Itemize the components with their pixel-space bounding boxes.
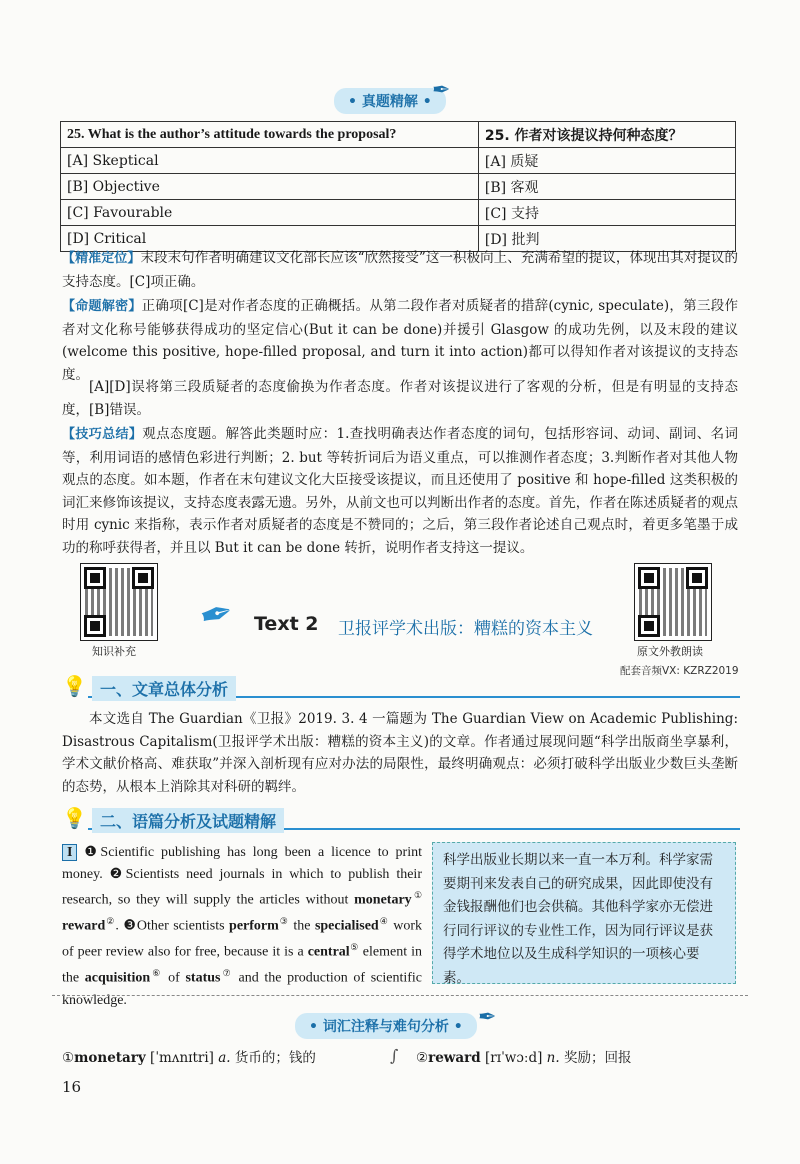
sentence-3: ❸Other scientists [123, 918, 225, 934]
quill-pen-icon: ✒ [432, 78, 451, 103]
section-pill-header: • 真题精解 • [334, 88, 446, 114]
section1-title: 一、文章总体分析 [92, 676, 236, 701]
section2-title: 二、语篇分析及试题精解 [92, 808, 284, 833]
vocab-status: status [185, 971, 221, 987]
audio-note: 配套音频VX: KZRZ2019 [620, 665, 739, 677]
option-d-en: [D] Critical [61, 226, 479, 252]
vocab-central: central [307, 944, 350, 960]
vocab-pill: • 词汇注释与难句分析 • [295, 1013, 477, 1039]
wrong-options-paragraph: [A][D]误将第三段质疑者的态度偷换为作者态度。作者对该提议进行了客观的分析，但是有明显的支持态度，[B]错误。 [62, 379, 738, 418]
vocab-specialised: specialised [314, 918, 379, 934]
precise-paragraph [62, 247, 738, 293]
vocab-entry-1: ①monetary [ˈmʌnɪtri] a. 货币的；钱的 [62, 1050, 316, 1066]
option-c-zh: [C] 支持 [478, 200, 735, 226]
passage-paragraph-1: I ❶Scientific publishing has long been a licence to print money. ❷Scientists need journals in which to publish their research, so they will supply the articles without monetary① reward②. ❸Other scientists perform③ the specialised④ work of peer review also for free, because it is a central⑤ element in the acquisition⑥ of status⑦ and the production of scientific knowledge. [62, 845, 423, 1008]
qr-code-right[interactable] [634, 563, 712, 641]
divider [52, 995, 748, 996]
page-number: 16 [62, 1078, 82, 1096]
precise-tag: 【精准定位】 [62, 251, 141, 266]
vocab-acquisition: acquisition [84, 971, 151, 987]
qr-code-left[interactable] [80, 563, 158, 641]
vocab-monetary: monetary [354, 892, 412, 908]
section1-text: 本文选自 The Guardian《卫报》2019. 3. 4 一篇题为 The Guardian View on Academic Publishing: Disastrous Capitalism(卫报评学术出版：糟糕的资本主义)的文章。作者通过展现问题“科学出版商坐享暴利，学术文献价格高、难获取”并深入剖析现有应对办法的局限性，最终明确观点：必须打破科学出版业少数巨头垄断的态势，从根本上消除其对科研的羁绊。 [62, 711, 738, 795]
vocab-reward: reward [62, 918, 106, 934]
option-a-zh: [A] 质疑 [478, 148, 735, 174]
qr-left-label: 知识补充 [92, 645, 136, 658]
vocab-perform: perform [229, 918, 279, 934]
option-a-en: [A] Skeptical [61, 148, 479, 174]
option-b-zh: [B] 客观 [478, 174, 735, 200]
skill-paragraph [62, 423, 738, 559]
qr-right-label: 原文外教朗读 [637, 645, 703, 658]
option-d-zh: [D] 批判 [478, 226, 735, 252]
sentence-2: ❷Scientists need journals in which to publish their research, so they will supply the articles without [62, 866, 422, 908]
paragraph-number-badge: I [62, 844, 77, 861]
skill-text: 观点态度题。解答此类题时应：1.查找明确表达作者态度的词句，包括形容词、动词、副词、名词等，利用词语的感情色彩进行判断；2. but 等转折词后为语义重点，可以推测作者态度；3.判断作者对其他人物观点的态度。如本题，作者在末句建议文化大臣接受该提议，而且还使用了 positive 和 hope-filled 这类积极的词汇来修饰该提议，支持态度表露无遗。另外，从前文也可以判断出作者的态度。首先，作者在陈述质疑者的观点时用 cynic 来指称，表示作者对质疑者的态度是不赞同的；之后，第三段作者论述自己观点时，着更多笔墨于成功的称呼获得者，并且以 But it can be done 转折，说明作者支持这一提议。 [62, 426, 738, 556]
precise-text: 末段末句作者明确建议文化部长应该“欣然接受”这一积极向上、充满希望的提议，体现出其对提议的支持态度。[C]项正确。 [62, 250, 738, 290]
option-c-en: [C] Favourable [61, 200, 479, 226]
section1-heading [60, 676, 740, 700]
translation-box: 科学出版业长期以来一直一本万利。科学家需要期刊来发表自己的研究成果，因此即使没有金钱报酬他们也会供稿。其他科学家亦无偿进行同行评议的专业性工作，因为同行评议是获得学术地位以及生成科学知识的一项核心要素。 [432, 842, 736, 984]
skill-tag: 【技巧总结】 [62, 427, 143, 442]
sentence-1: ❶Scientific publishing has long been a licence to print money. [62, 845, 423, 882]
lightbulb-icon: 💡 [62, 674, 87, 698]
lightbulb-icon: 💡 [62, 806, 87, 830]
binding-ring-icon: ∫ [390, 1046, 399, 1065]
intent-text: 正确项[C]是对作者态度的正确概括。从第二段作者对质疑者的措辞(cynic, speculate)，第三段作者对文化称号能够获得成功的坚定信心(But it can be done)并援引 Glasgow 的成功先例，以及末段的建议(welcome this positive, hope-filled proposal, and turn it into action)都可以得知作者对该提议的支持态度。 [62, 298, 738, 383]
text2-label: Text 2 [254, 613, 319, 635]
question-table [60, 121, 736, 252]
text2-title: 卫报评学术出版：糟糕的资本主义 [338, 619, 593, 639]
quill-pen-icon: ✒ [194, 588, 239, 642]
question-zh: 25. 作者对该提议持何种态度？ [478, 122, 735, 148]
section2-heading [60, 808, 740, 832]
quill-pen-icon: ✒ [478, 1005, 497, 1030]
intent-paragraph [62, 295, 738, 386]
intent-tag: 【命题解密】 [62, 299, 142, 314]
option-b-en: [B] Objective [61, 174, 479, 200]
vocab-entry-2: ②reward [rɪˈwɔːd] n. 奖励；回报 [416, 1050, 632, 1066]
question-en: 25. What is the author’s attitude towards the proposal? [61, 122, 479, 148]
